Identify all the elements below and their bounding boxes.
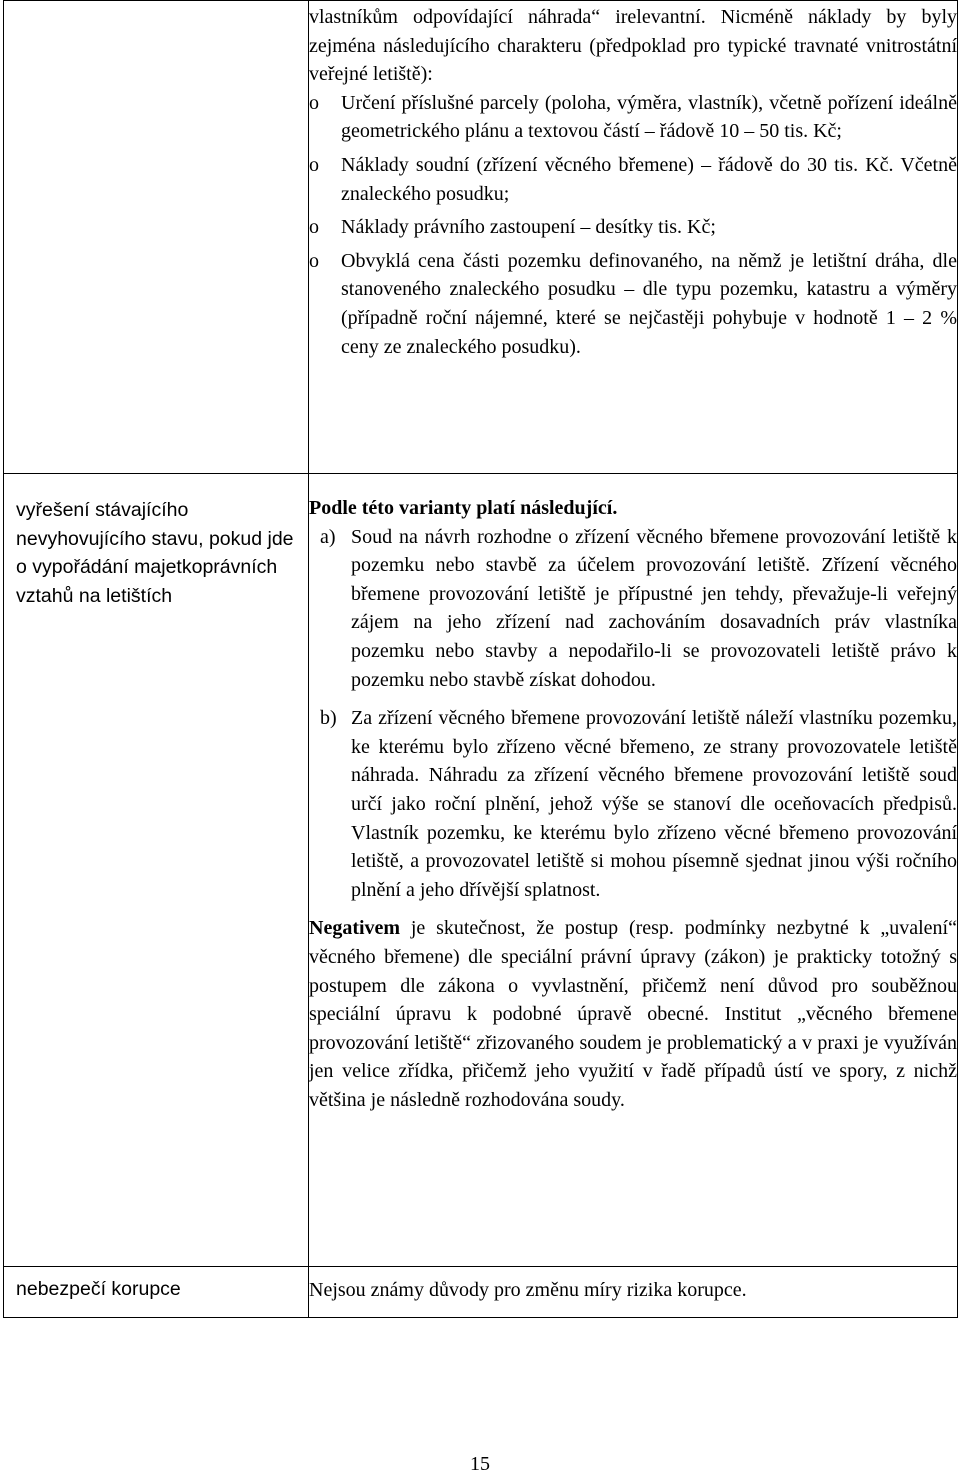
bullet-text: Náklady právního zastoupení – desítky tis. Kč; [341,216,716,239]
row3-label-cell [4,1267,309,1318]
list-item [309,247,957,361]
bullet-marker: o [309,249,319,272]
row1-intro: vlastníkům odpovídající náhrada“ irelevantní. Nicméně náklady by byly zejména následujícího charakteru (předpoklad pro typické travnaté vnitrostátní veřejné letiště): [309,6,957,86]
bullet-marker: o [309,91,319,114]
row3-label: nebezpečí korupce [16,1278,181,1300]
item-text: Za zřízení věcného břemene provozování letiště náleží vlastníku pozemku, ke kterému bylo zřízeno věcné břemeno, ze strany provozovatele letiště náhrada. Náhradu za zřízení věcného břemene provozování letiště soud určí jako roční plnění, jehož výše se stanoví dle oceňovacích předpisů. Vlastník pozemku, ke kterému bylo zřízeno věcné břemeno provozování letiště, a provozovatel letiště si mohou písemně sjednat jinou výši ročního plnění a jeho dřívější splatnost. [351,707,957,901]
row3-content-cell [309,1267,958,1318]
list-item [309,704,957,904]
row2-content-cell [309,474,958,1267]
table-row [4,1267,958,1318]
list-item [309,151,957,208]
row2-label: vyřešení stávajícího nevyhovujícího stavu, pokud jde o vypořádání majetkoprávních vztahů na letištích [16,499,294,607]
ria-table [3,0,958,1318]
table-row [4,474,958,1267]
row2-label-cell [4,474,309,1267]
negative-text: je skutečnost, že postup (resp. podmínky nezbytné k „uvalení“ věcného břemene) dle speciální právní úpravy (zákon) je prakticky totožný s postupem dle zákona o vyvlastnění, přičemž není důvod pro souběžnou speciální úpravu k podobné úpravě obecné. Institut „věcného břemene provozování letiště“ zřizovaného soudem je problematický a v praxi je využíván jen velice zřídka, přičemž jeho využití v řadě případů ústí ve spory, z nichž většina je následně rozhodována soudy. [309,917,957,1111]
bullet-text: Náklady soudní (zřízení věcného břemene) – řádově do 30 tis. Kč. Včetně znaleckého posudku; [341,153,957,205]
table-row [4,1,958,474]
bullet-marker: o [309,153,319,176]
item-marker: b) [320,707,337,730]
list-item [309,523,957,695]
bullet-text: Určení příslušné parcely (poloha, výměra, vlastník), včetně pořízení ideálně geometrického plánu a textovou částí – řádově 10 – 50 tis. Kč; [341,91,957,143]
bullet-text: Obvyklá cena části pozemku definovaného, na němž je letištní dráha, dle stanoveného znaleckého posudku – dle typu pozemku, katastru a výměry (případně roční nájemné, které se nejčastěji pohybuje v hodnotě 1 – 2 % ceny ze znaleckého posudku). [341,249,957,358]
corruption-text: Nejsou známy důvody pro změnu míry rizika korupce. [309,1279,747,1301]
bullet-marker: o [309,216,319,239]
variant-list [309,523,957,905]
variant-heading: Podle této varianty platí následující. [309,497,618,519]
negative-bold: Negativem [309,917,401,940]
cost-bullet-list [309,89,957,361]
list-item [309,89,957,146]
row1-content-cell [309,1,958,474]
item-marker: a) [320,525,336,548]
list-item [309,213,957,242]
item-text: Soud na návrh rozhodne o zřízení věcného břemene provozování letiště k pozemku nebo stavbě za účelem provozování letiště. Zřízení věcného břemene provozování letiště je přípustné jen tehdy, převažuje-li veřejný zájem na jeho zřízení nad zachováním dosavadních práv vlastníka pozemku nebo stavby a nepodařilo-li se provozovateli letiště právo k pozemku nebo stavbě získat dohodou. [351,525,957,691]
negative-paragraph [309,914,957,1114]
page-number: 15 [470,1453,490,1475]
row1-label-cell [4,1,309,474]
